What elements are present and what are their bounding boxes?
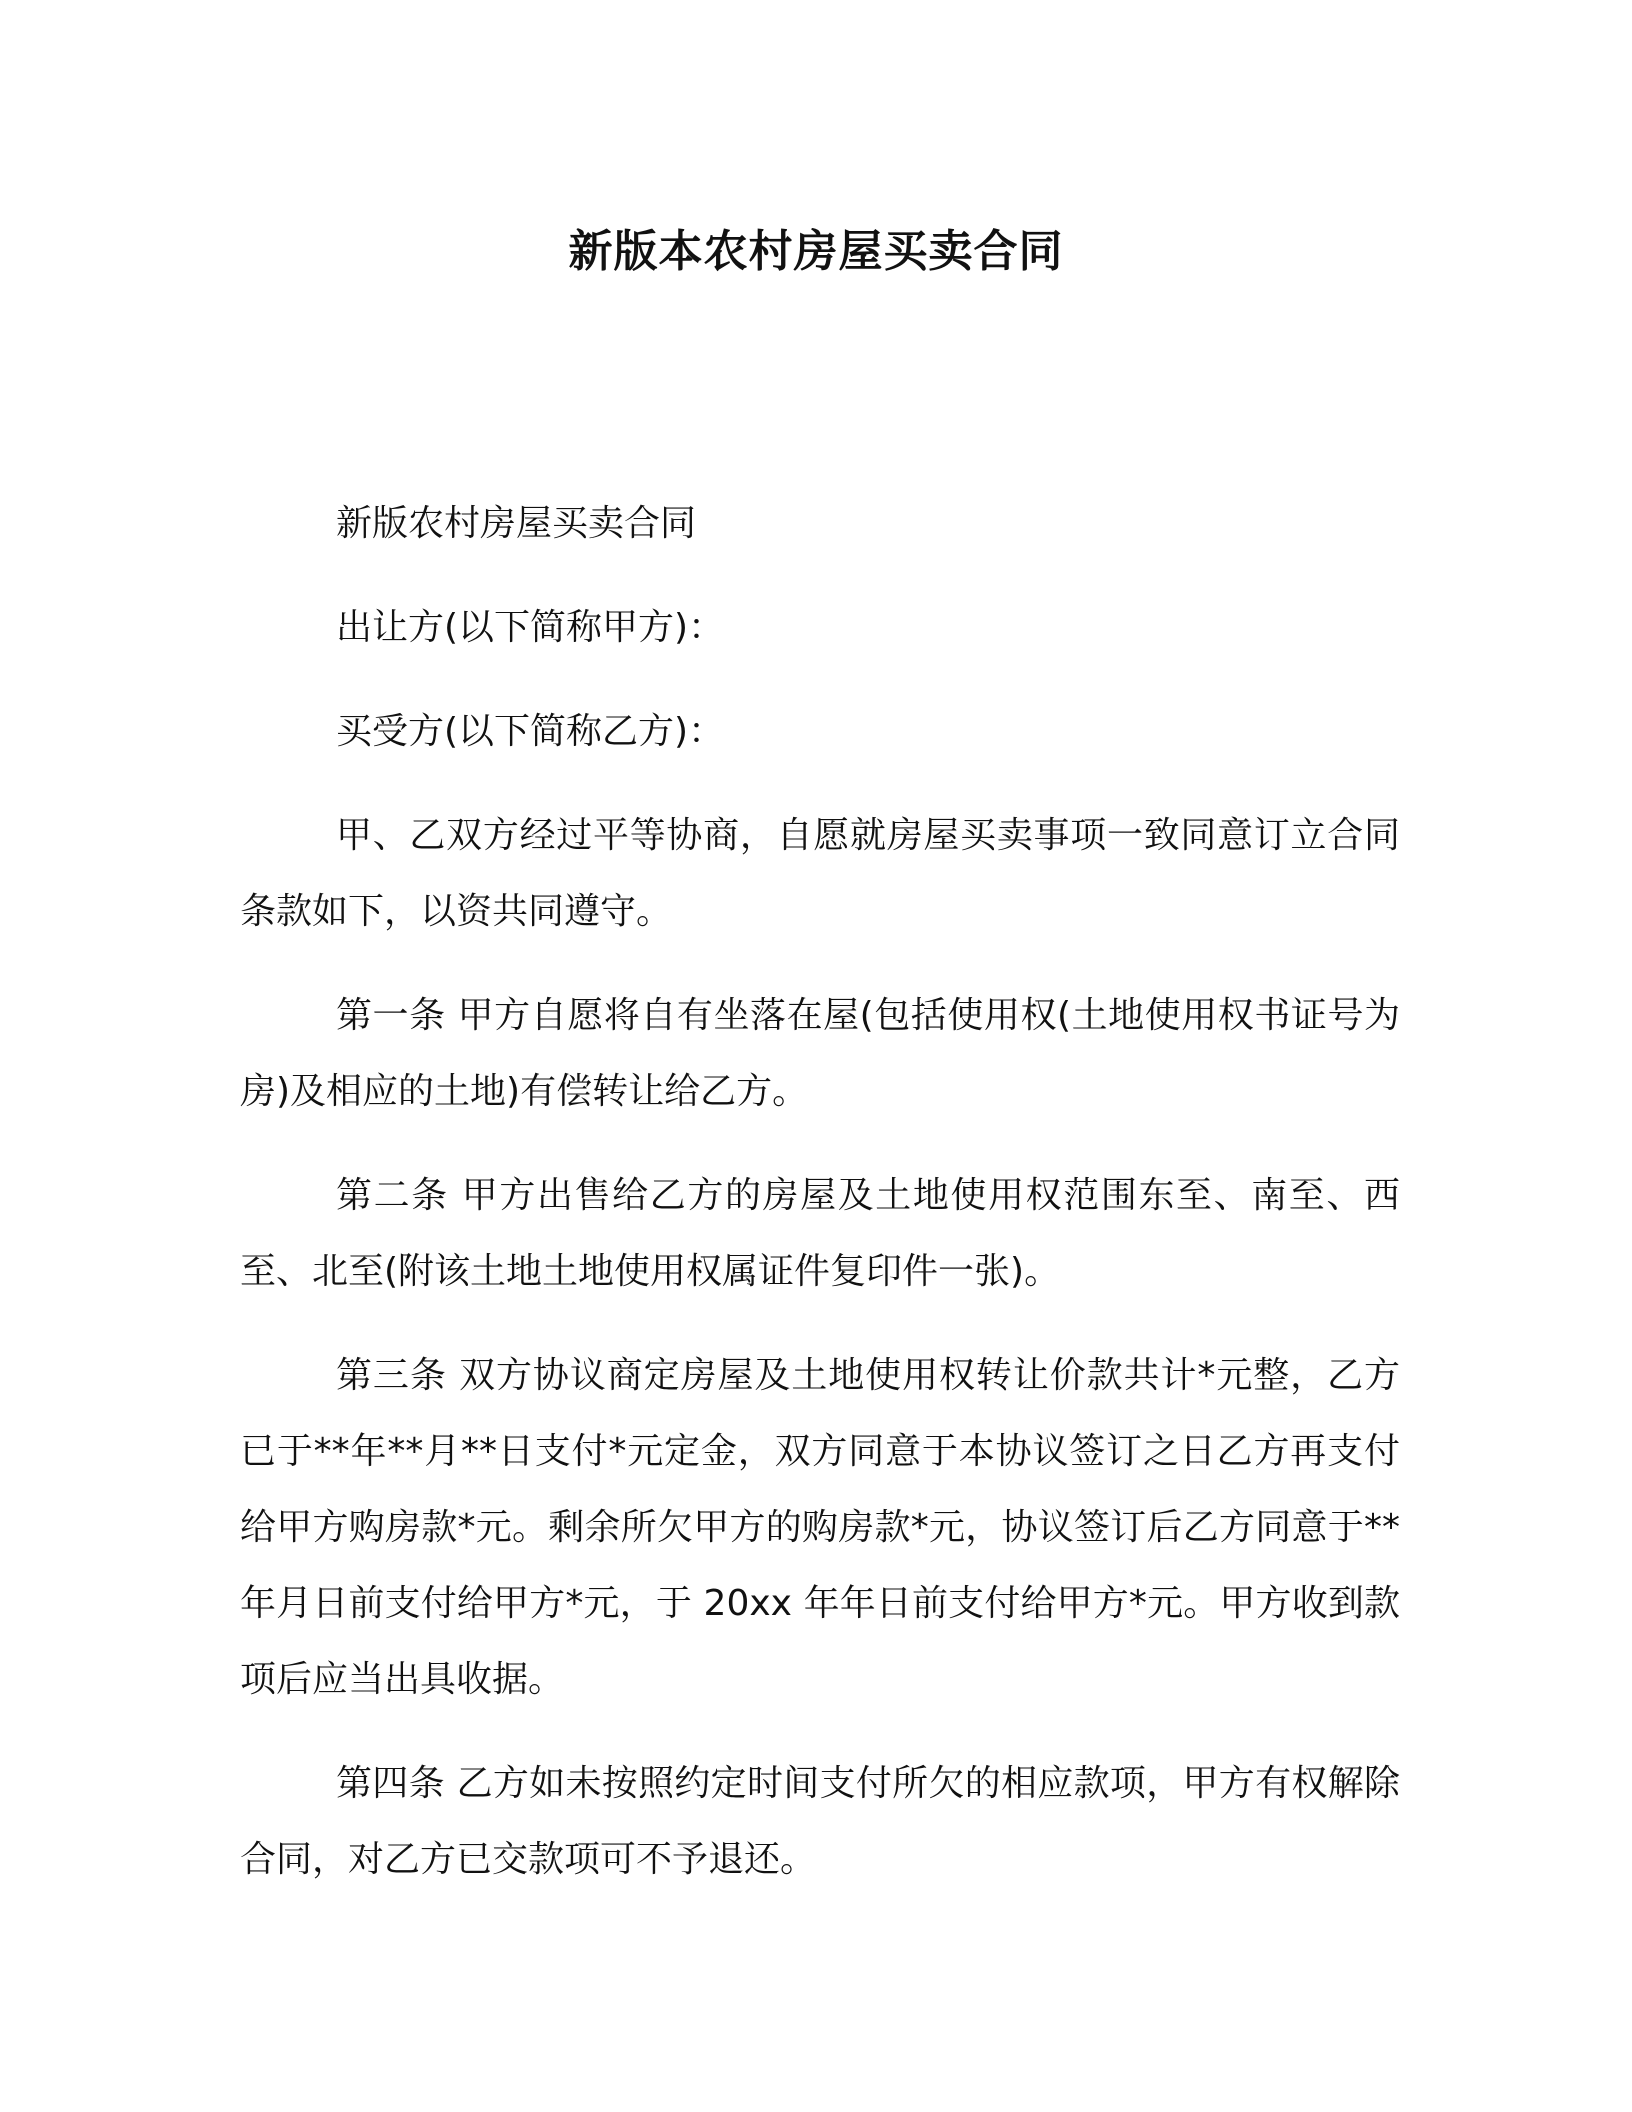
paragraph-preamble: 甲、乙双方经过平等协商，自愿就房屋买卖事项一致同意订立合同条款如下，以资共同遵守。 bbox=[240, 815, 1400, 932]
paragraph-article-4: 第四条 乙方如未按照约定时间支付所欠的相应款项，甲方有权解除合同，对乙方已交款项可不予退还。 bbox=[240, 1763, 1400, 1880]
paragraph-subtitle: 新版农村房屋买卖合同 bbox=[336, 503, 697, 544]
document-body bbox=[240, 486, 1400, 1926]
paragraph-article-3: 第三条 双方协议商定房屋及土地使用权转让价款共计*元整，乙方已于**年**月**日支付*元定金，双方同意于本协议签订之日乙方再支付给甲方购房款*元。剩余所欠甲方的购房款*元，协议签订后乙方同意于**年月日前支付给甲方*元，于 20xx 年年日前支付给甲方*元。甲方收到款项后应当出具收据。 bbox=[240, 1355, 1400, 1700]
paragraph-buyer: 买受方(以下简称乙方)： bbox=[336, 711, 725, 752]
document-title: 新版本农村房屋买卖合同 bbox=[568, 226, 1064, 277]
paragraph-seller: 出让方(以下简称甲方)： bbox=[336, 607, 725, 648]
paragraph-article-2: 第二条 甲方出售给乙方的房屋及土地使用权范围东至、南至、西至、北至(附该土地土地使用权属证件复印件一张)。 bbox=[240, 1175, 1400, 1292]
paragraph-article-1: 第一条 甲方自愿将自有坐落在屋(包括使用权(土地使用权书证号为房)及相应的土地)有偿转让给乙方。 bbox=[240, 995, 1400, 1112]
